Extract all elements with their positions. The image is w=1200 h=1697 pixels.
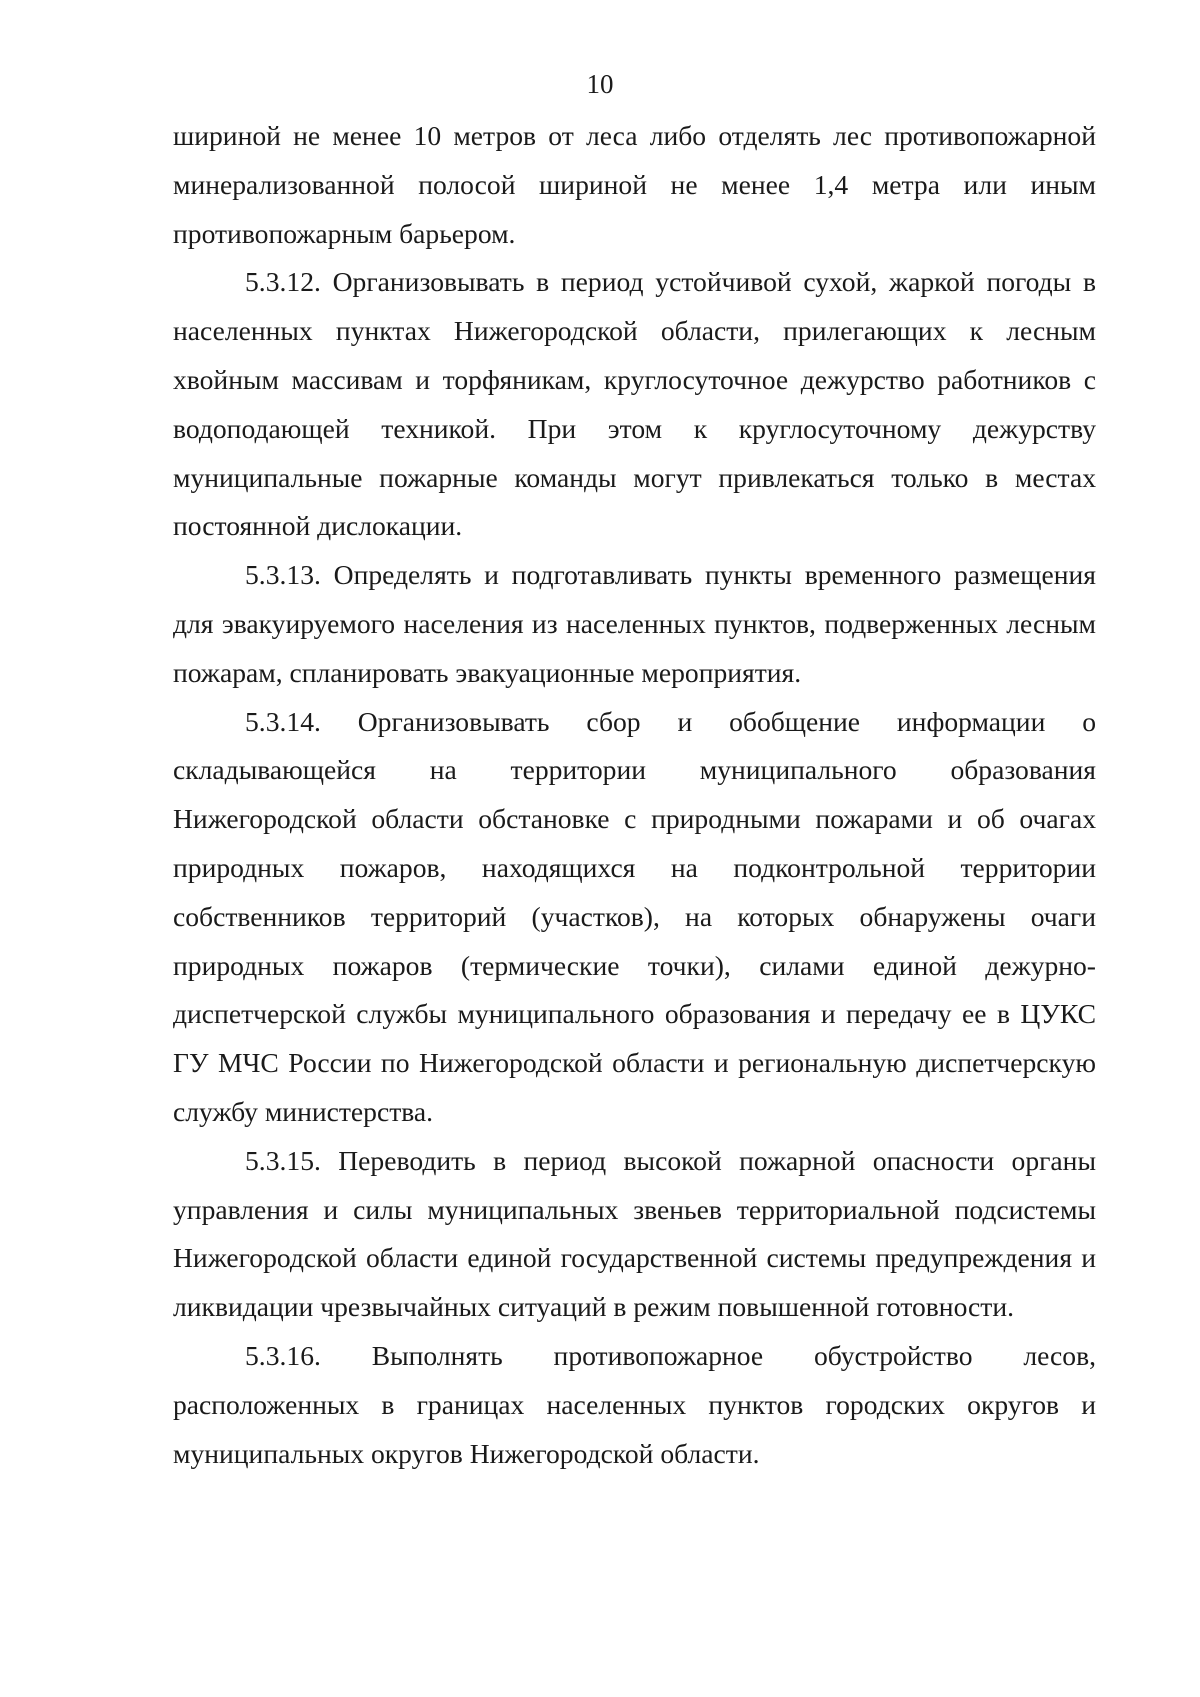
paragraph-5-3-16: 5.3.16. Выполнять противопожарное обустройство лесов, расположенных в границах населенных пунктов городских округов и муниципальных округов Нижегородской области. bbox=[173, 1339, 1096, 1469]
page-number: 10 bbox=[586, 69, 614, 99]
paragraph-continuation: шириной не менее 10 метров от леса либо отделять лес противопожарной минерализованной полосой шириной не менее 1,4 метра или иным противопожарным барьером. bbox=[173, 120, 1096, 249]
paragraph-5-3-12: 5.3.12. Организовывать в период устойчивой сухой, жаркой погоды в населенных пунктах Нижегородской области, прилегающих к лесным хвойным массивам и торфяникам, круглосуточное дежурство работников с водоподающей техникой. При этом к круглосуточному дежурству муниципальные пожарные команды могут привлекаться только в местах постоянной дислокации. bbox=[173, 266, 1096, 542]
document-body bbox=[173, 112, 1096, 1478]
paragraph-5-3-13: 5.3.13. Определять и подготавливать пункты временного размещения для эвакуируемого населения из населенных пунктов, подверженных лесным пожарам, спланировать эвакуационные мероприятия. bbox=[173, 559, 1096, 688]
paragraph-5-3-14: 5.3.14. Организовывать сбор и обобщение информации о складывающейся на территории муниципального образования Нижегородской области обстановке с природными пожарами и об очагах природных пожаров, находящихся на подконтрольной территории собственников территорий (участков), на которых обнаружены очаги природных пожаров (термические точки), силами единой дежурно-диспетчерской службы муниципального образования и передачу ее в ЦУКС ГУ МЧС России по Нижегородской области и региональную диспетчерскую службу министерства. bbox=[173, 705, 1096, 1127]
paragraph-5-3-15: 5.3.15. Переводить в период высокой пожарной опасности органы управления и силы муниципальных звеньев территориальной подсистемы Нижегородской области единой государственной системы предупреждения и ликвидации чрезвычайных ситуаций в режим повышенной готовности. bbox=[173, 1144, 1096, 1323]
